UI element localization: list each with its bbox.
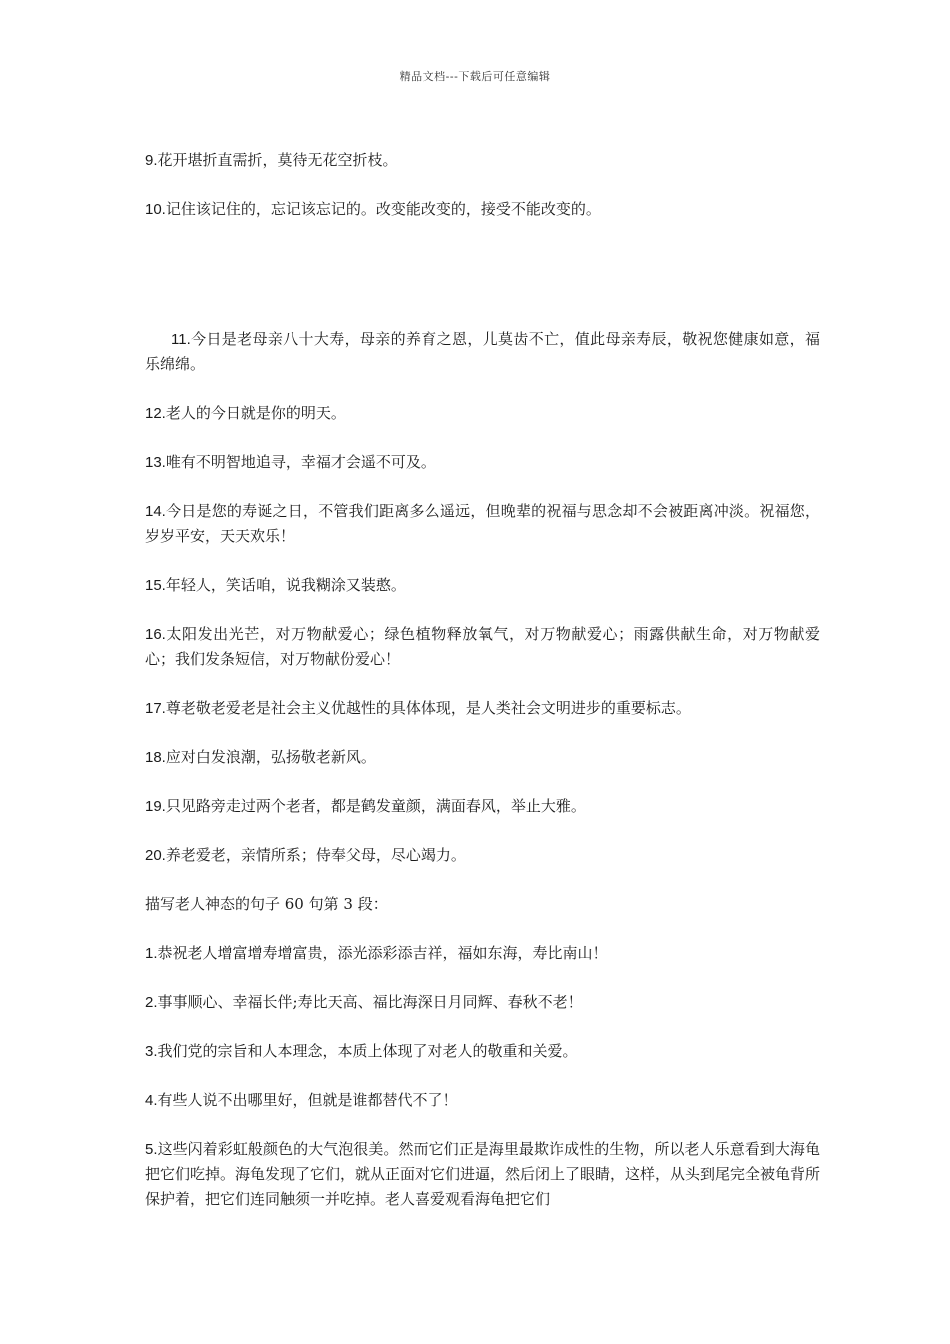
list-item	[145, 450, 820, 475]
item-number: 19.	[145, 798, 166, 815]
item-number: 20.	[145, 847, 166, 864]
list-item	[145, 1137, 820, 1212]
item-text: 太阳发出光芒，对万物献爱心；绿色植物释放氧气，对万物献爱心；雨露供献生命，对万物献爱心；我们发条短信，对万物献份爱心！	[145, 625, 820, 668]
list-item	[145, 401, 820, 426]
item-number: 15.	[145, 577, 166, 594]
item-text: 我们党的宗旨和人本理念，本质上体现了对老人的敬重和关爱。	[157, 1042, 578, 1060]
item-text: 今日是您的寿诞之日，不管我们距离多么遥远，但晚辈的祝福与思念却不会被距离冲淡。祝福您，岁岁平安，天天欢乐！	[145, 502, 820, 545]
item-text: 花开堪折直需折，莫待无花空折枝。	[157, 151, 398, 169]
section-heading: 描写老人神态的句子 60 句第 3 段：	[145, 895, 388, 913]
item-text: 老人的今日就是你的明天。	[165, 404, 346, 422]
list-item	[145, 696, 820, 721]
list-item	[145, 843, 820, 868]
item-number: 12.	[145, 405, 166, 422]
item-text: 只见路旁走过两个老者，都是鹤发童颜，满面春风，举止大雅。	[165, 797, 586, 815]
list-item	[145, 573, 820, 598]
list-item	[145, 148, 820, 173]
list-item	[145, 745, 820, 770]
item-number: 17.	[145, 700, 166, 717]
list-item	[145, 1039, 820, 1064]
item-number: 9.	[145, 152, 158, 169]
blank-gap	[145, 246, 820, 327]
list-item	[145, 941, 820, 966]
item-number: 18.	[145, 749, 166, 766]
item-text: 今日是老母亲八十大寿，母亲的养育之恩，儿莫齿不亡，值此母亲寿辰，敬祝您健康如意，福乐绵绵。	[145, 330, 820, 373]
item-text: 事事顺心、幸福长伴;寿比天高、福比海深日月同辉、春秋不老！	[157, 993, 583, 1011]
item-number: 16.	[145, 626, 166, 643]
item-number: 3.	[145, 1043, 158, 1060]
item-number: 1.	[145, 945, 158, 962]
item-number: 10.	[145, 201, 166, 218]
document-body	[145, 148, 820, 1236]
item-number: 2.	[145, 994, 158, 1011]
item-number: 5.	[145, 1141, 158, 1158]
item-text: 养老爱老，亲情所系；侍奉父母，尽心竭力。	[165, 846, 466, 864]
list-item	[145, 499, 820, 549]
list-item	[145, 990, 820, 1015]
item-text: 这些闪着彩虹般颜色的大气泡很美。然而它们正是海里最欺诈成性的生物，所以老人乐意看到大海龟把它们吃掉。海龟发现了它们，就从正面对它们进逼，然后闭上了眼睛，这样，从头到尾完全被龟背所保护着，把它们连同触须一并吃掉。老人喜爱观看海龟把它们	[145, 1140, 821, 1208]
list-item	[145, 794, 820, 819]
item-number: 4.	[145, 1092, 158, 1109]
list-item	[145, 622, 820, 672]
item-text: 尊老敬老爱老是社会主义优越性的具体体现，是人类社会文明进步的重要标志。	[165, 699, 691, 717]
page-header: 精品文档---下载后可任意编辑	[399, 70, 551, 83]
item-text: 有些人说不出哪里好，但就是谁都替代不了！	[157, 1091, 458, 1109]
item-number: 13.	[145, 454, 166, 471]
item-number: 11.	[171, 331, 191, 348]
list-item	[145, 197, 820, 222]
item-text: 记住该记住的，忘记该忘记的。改变能改变的，接受不能改变的。	[165, 200, 601, 218]
item-number: 14.	[145, 503, 166, 520]
item-text: 年轻人，笑话咱，说我糊涂又装憨。	[165, 576, 406, 594]
item-text: 应对白发浪潮，弘扬敬老新风。	[165, 748, 376, 766]
list-item	[145, 1088, 820, 1113]
list-item	[145, 327, 820, 377]
item-text: 唯有不明智地追寻，幸福才会遥不可及。	[165, 453, 436, 471]
item-text: 恭祝老人增富增寿增富贵，添光添彩添吉祥，福如东海，寿比南山！	[157, 944, 608, 962]
